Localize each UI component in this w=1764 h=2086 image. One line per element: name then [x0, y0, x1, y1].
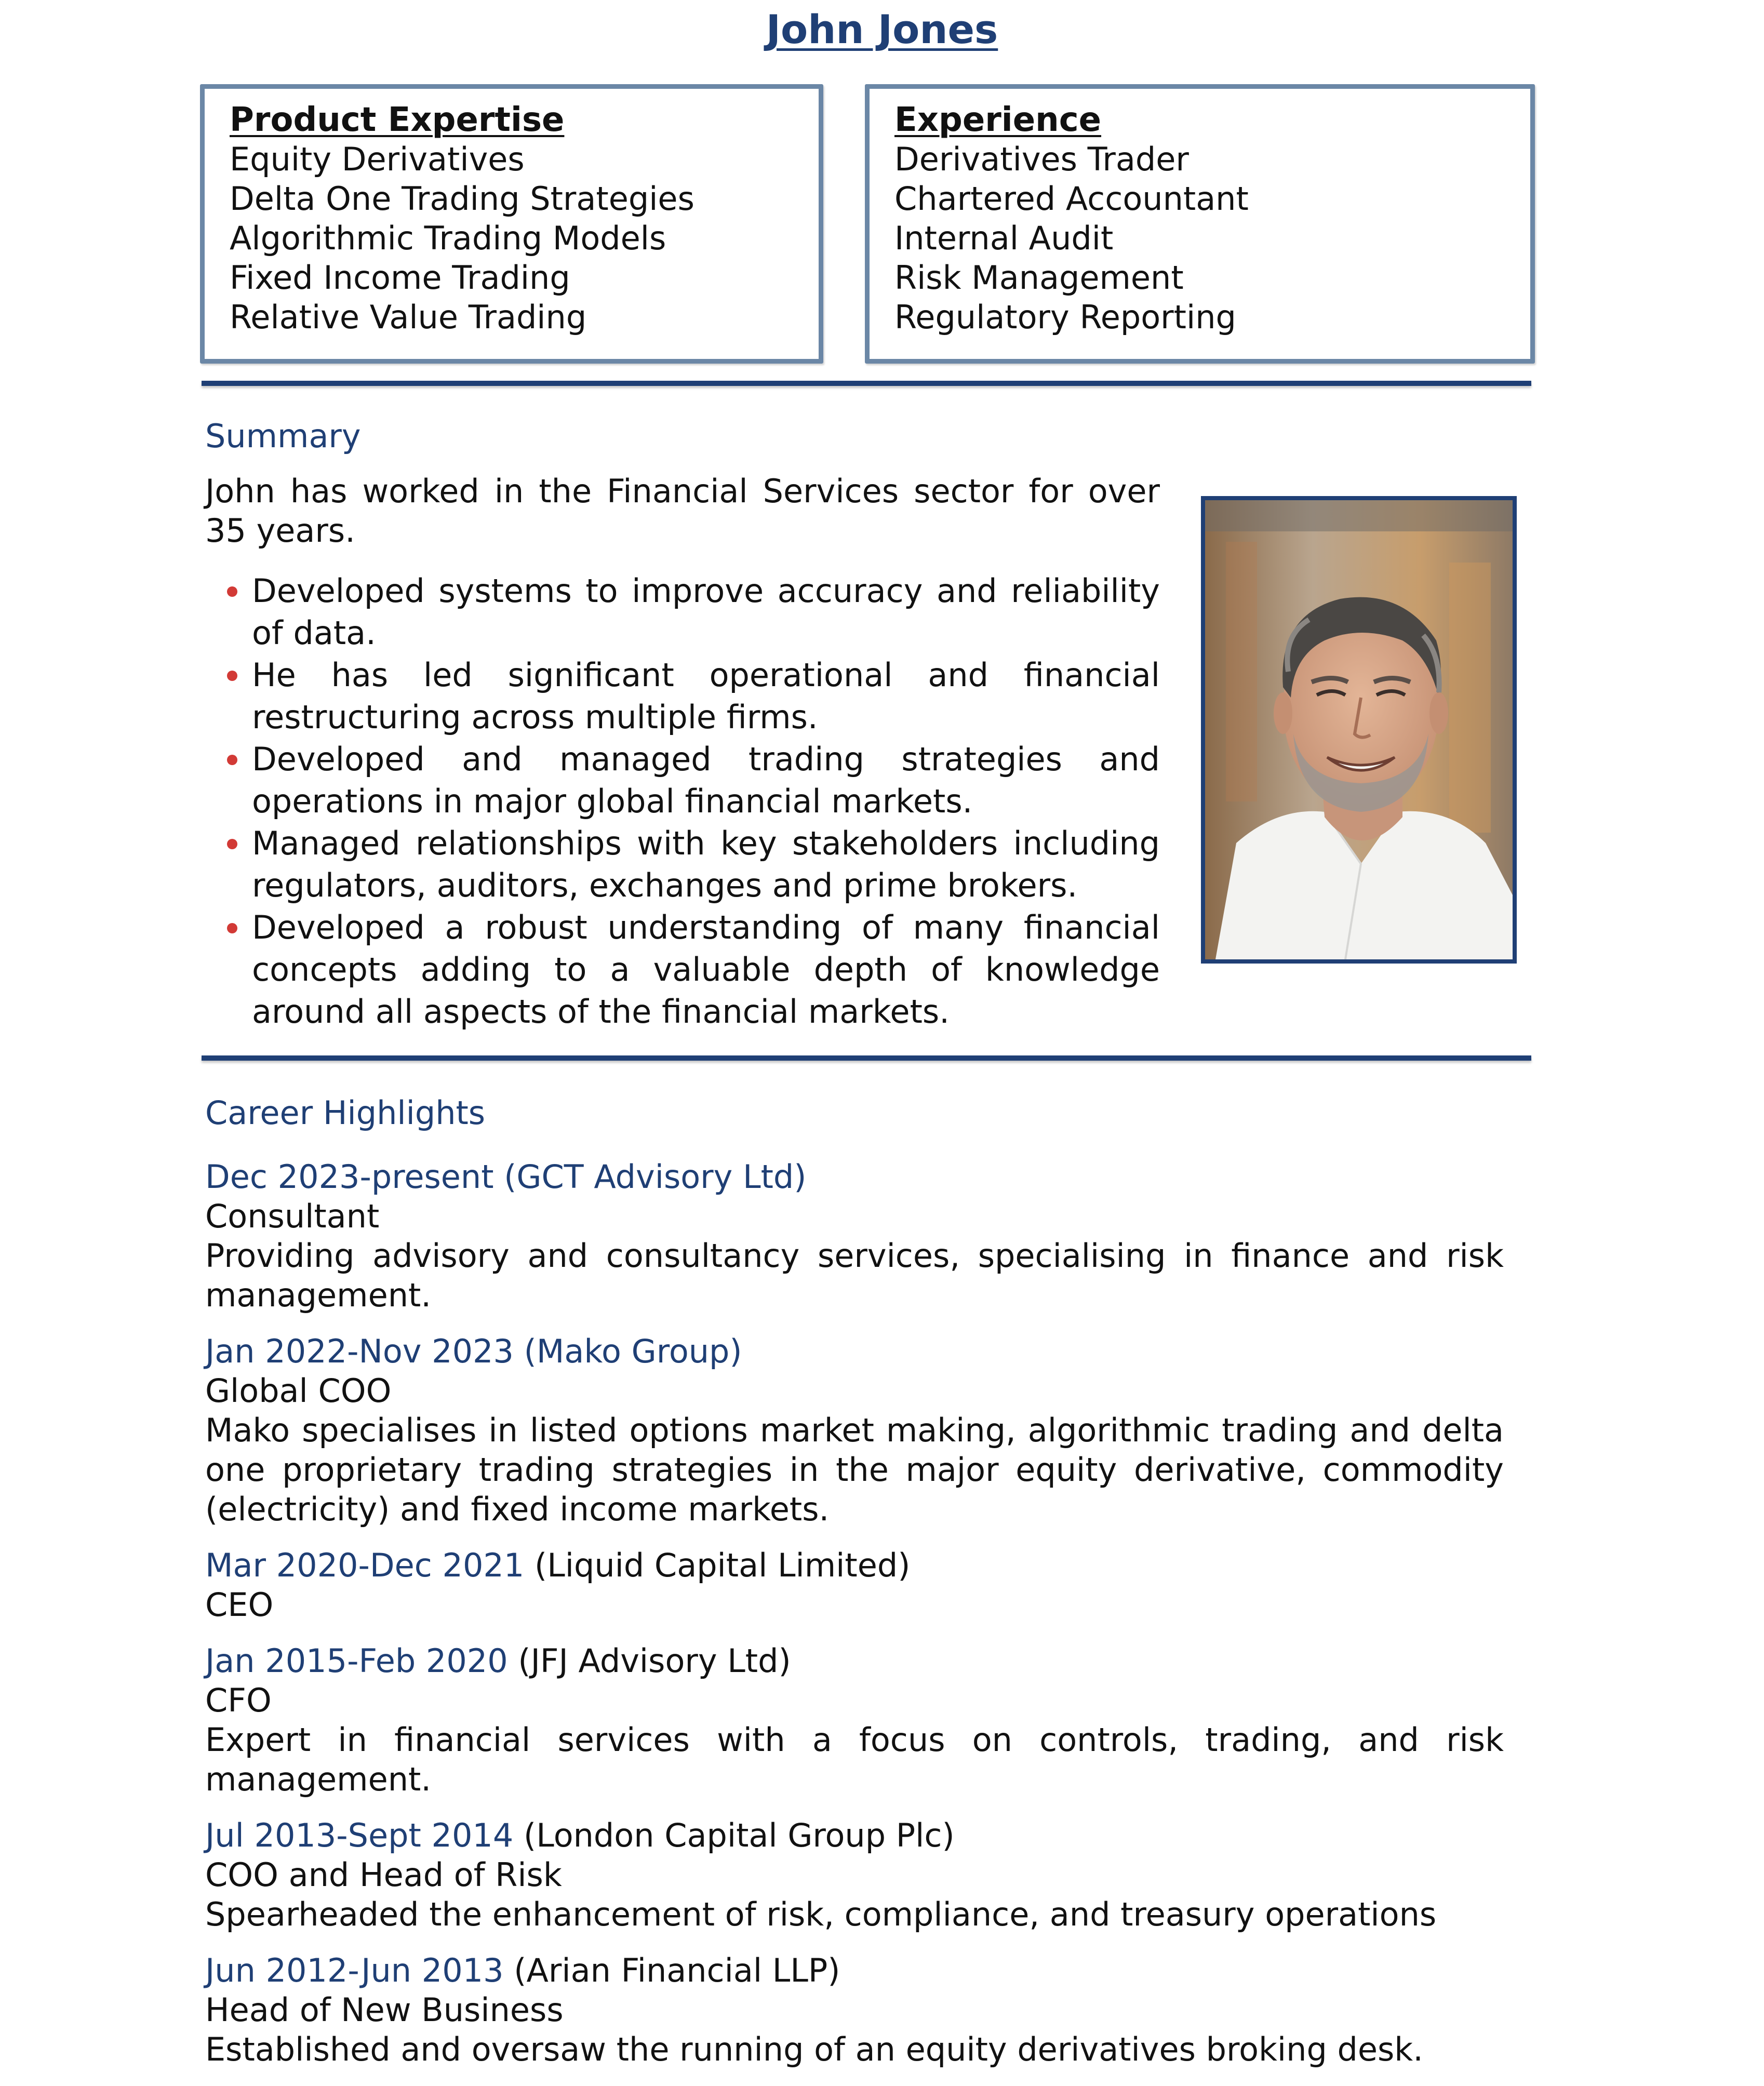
summary-title: Summary	[205, 417, 361, 455]
experience-title: Experience	[894, 101, 1102, 139]
career-company: (JFJ Advisory Ltd)	[507, 1642, 791, 1680]
experience-item: Regulatory Reporting	[894, 298, 1236, 336]
product-expertise-item: Equity Derivatives	[230, 140, 525, 178]
summary-bullets	[205, 570, 1160, 1033]
career-company: (London Capital Group Plc)	[513, 1816, 955, 1854]
career-description: Mako specialises in listed options market making, algorithmic trading and delta one proprietary trading strategies in the major equity derivative, commodity (electricity) and fixed income markets.	[205, 1411, 1504, 1528]
career-description: Spearheaded the enhancement of risk, compliance, and treasury operations	[205, 1895, 1437, 1933]
career-entry	[205, 1816, 1504, 1934]
product-expertise-item: Delta One Trading Strategies	[230, 180, 694, 218]
career-date: Jan 2022-Nov 2023	[205, 1332, 514, 1370]
career-highlights-title: Career Highlights	[205, 1094, 486, 1132]
bullet-dot-icon	[227, 586, 237, 597]
career-date: Jan 2015-Feb 2020	[205, 1642, 508, 1680]
bullet-dot-icon	[227, 671, 237, 681]
career-description: Expert in financial services with a focus on controls, trading, and risk management.	[205, 1721, 1504, 1798]
career-role: Global COO	[205, 1372, 392, 1410]
career-description: Providing advisory and consultancy services, specialising in finance and risk management.	[205, 1237, 1504, 1314]
product-expertise-title: Product Expertise	[230, 101, 565, 139]
experience-item: Chartered Accountant	[894, 180, 1249, 218]
summary-bullet: Managed relationships with key stakeholders including regulators, auditors, exchanges and prime brokers.	[205, 822, 1160, 906]
experience-item: Internal Audit	[894, 219, 1114, 257]
section-divider	[202, 381, 1531, 386]
bullet-dot-icon	[227, 923, 237, 933]
summary-intro: John has worked in the Financial Services sector for over 35 years.	[205, 472, 1160, 550]
career-description: Established and oversaw the running of an equity derivatives broking desk.	[205, 2030, 1423, 2068]
product-expertise-item: Algorithmic Trading Models	[230, 219, 666, 257]
summary-bullet: Developed and managed trading strategies and operations in major global financial markets.	[205, 738, 1160, 822]
career-company: (Mako Group)	[513, 1332, 742, 1370]
career-date: Dec 2023-present	[205, 1158, 494, 1196]
experience-item: Derivatives Trader	[894, 140, 1189, 178]
experience-list	[894, 140, 1530, 337]
summary-bullet: He has led significant operational and financial restructuring across multiple firms.	[205, 654, 1160, 738]
product-expertise-box	[200, 84, 823, 364]
experience-box	[865, 84, 1535, 364]
career-role: Consultant	[205, 1197, 380, 1235]
section-divider	[202, 1055, 1531, 1061]
experience-item: Risk Management	[894, 259, 1184, 297]
summary-bullet: Developed a robust understanding of many financial concepts adding to a valuable depth of knowledge around all aspects of the financial markets.	[205, 906, 1160, 1033]
career-entry	[205, 1157, 1504, 1315]
career-date: Jul 2013-Sept 2014	[205, 1816, 514, 1854]
career-company: (Liquid Capital Limited)	[524, 1546, 911, 1584]
bullet-dot-icon	[227, 755, 237, 765]
career-role: CEO	[205, 1586, 274, 1624]
bullet-dot-icon	[227, 839, 237, 849]
career-role: Head of New Business	[205, 1991, 564, 2029]
career-entry	[205, 1951, 1504, 2069]
career-company: (GCT Advisory Ltd)	[493, 1158, 807, 1196]
career-entry	[205, 1332, 1504, 1529]
career-entry	[205, 1546, 1504, 1625]
career-role: CFO	[205, 1681, 272, 1719]
career-entry	[205, 1641, 1504, 1799]
product-expertise-item: Fixed Income Trading	[230, 259, 570, 297]
career-role: COO and Head of Risk	[205, 1856, 562, 1894]
career-company: (Arian Financial LLP)	[503, 1951, 840, 1989]
profile-photo	[1201, 496, 1517, 964]
career-date: Jun 2012-Jun 2013	[205, 1951, 504, 1989]
candidate-name: John Jones	[766, 6, 998, 52]
career-date: Mar 2020-Dec 2021	[205, 1546, 525, 1584]
summary-bullet: Developed systems to improve accuracy and reliability of data.	[205, 570, 1160, 654]
product-expertise-item: Relative Value Trading	[230, 298, 587, 336]
career-list	[205, 1157, 1504, 2086]
product-expertise-list	[230, 140, 819, 337]
